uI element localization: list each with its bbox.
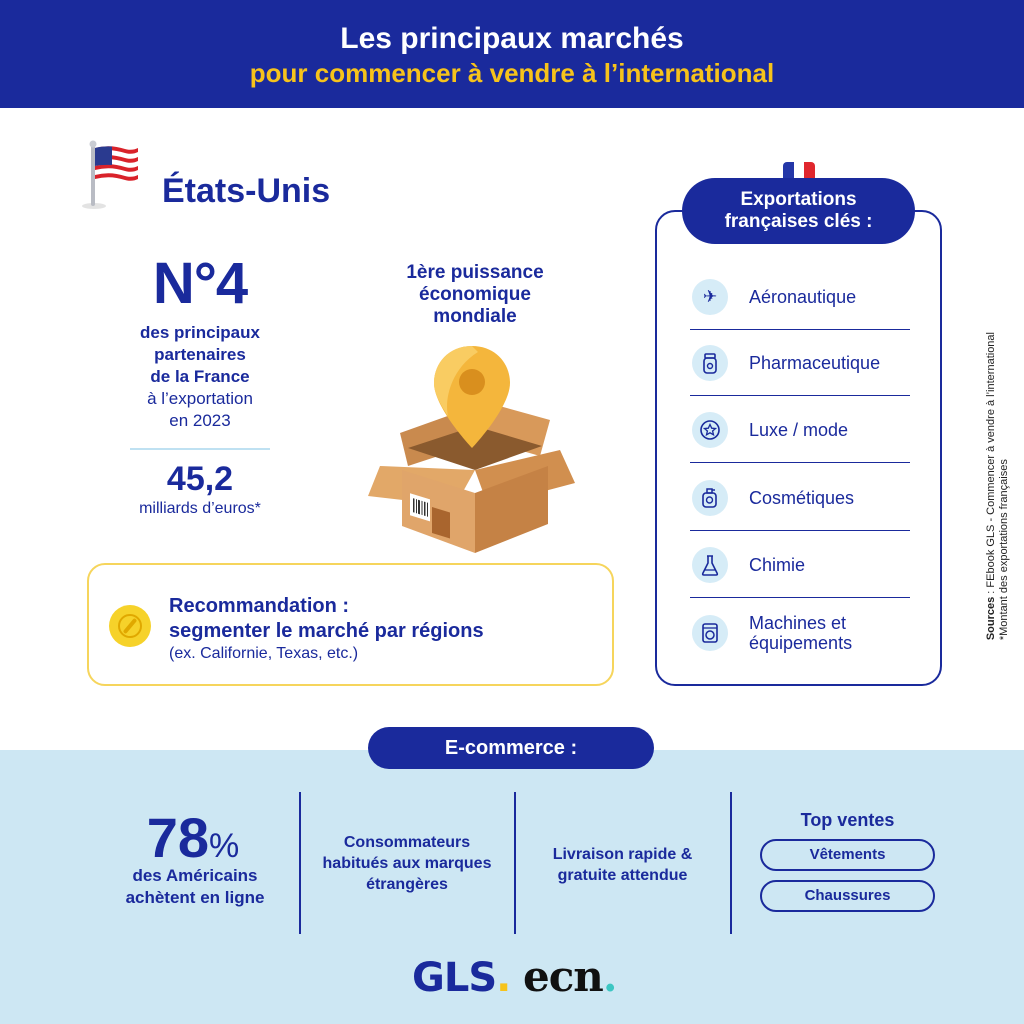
column-divider: [730, 792, 732, 934]
consumer-habits-line: étrangères: [366, 876, 448, 893]
exports-title-line: françaises clés :: [724, 211, 873, 232]
divider: [690, 462, 910, 464]
ecn-logo: ecn.: [523, 952, 617, 1001]
stat-description-line: achètent en ligne: [125, 888, 265, 907]
rank-description: [110, 322, 290, 432]
consumer-habits-text: [312, 832, 502, 895]
exports-title-line: Exportations: [740, 189, 857, 210]
divider: [690, 597, 910, 599]
us-flag-icon: [80, 140, 140, 210]
export-item-label: Pharmaceutique: [749, 353, 881, 373]
power-line: mondiale: [433, 306, 517, 327]
sources-footnote: *Montant des exportations françaises: [998, 459, 1010, 641]
country-name: États-Unis: [162, 172, 331, 210]
top-sales-chip: Vêtements: [760, 839, 935, 871]
export-item: [690, 532, 910, 598]
rank-desc-line: à l’exportation: [147, 389, 253, 408]
exports-title: [682, 178, 915, 244]
rank-desc-line: en 2023: [169, 411, 231, 430]
stat-description: [100, 865, 290, 909]
page-subtitle: pour commencer à vendre à l’international: [249, 58, 775, 88]
perfume-icon: [692, 480, 728, 516]
export-item-label: Cosmétiques: [749, 488, 855, 508]
box-location-pin-illustration: [360, 338, 590, 558]
sources-label: Sources : FEbook GLS - Commencer à vendre à l’international: [985, 332, 997, 641]
top-sales-title: Top ventes: [800, 810, 895, 830]
divider: [130, 448, 270, 450]
export-item-label: Luxe / mode: [749, 420, 849, 440]
delivery-expectation-text: [530, 844, 715, 886]
flask-icon: [692, 547, 728, 583]
export-item-label: Chimie: [749, 555, 806, 575]
online-shoppers-stat: [128, 805, 258, 870]
delivery-expectation-line: gratuite attendue: [557, 867, 688, 884]
column-divider: [514, 792, 516, 934]
rank-desc-line: des principaux: [140, 323, 260, 342]
power-line: économique: [419, 284, 531, 305]
recommendation-text: segmenter le marché par régions: [169, 620, 484, 642]
sources-note: [985, 332, 1024, 682]
export-item: [690, 600, 910, 666]
page-title: Les principaux marchés: [340, 22, 684, 55]
economic-power-label: [370, 262, 580, 328]
consumer-habits-line: habitués aux marques: [322, 855, 492, 872]
medicine-bottle-icon: [692, 345, 728, 381]
plane-icon: ✈: [692, 279, 728, 315]
header-banner: [0, 0, 1024, 108]
export-item-label-line: équipements: [749, 633, 853, 653]
compass-icon: [109, 605, 151, 647]
rank-desc-line: de la France: [150, 367, 250, 386]
power-line: 1ère puissance: [406, 262, 544, 283]
gls-logo: GLS.: [412, 955, 511, 1001]
export-amount-unit: milliards d’euros*: [139, 500, 261, 517]
export-item: [690, 465, 910, 531]
stat-description-line: des Américains: [132, 866, 258, 885]
export-item: [690, 330, 910, 396]
export-item-label: Aéronautique: [749, 287, 857, 307]
divider: [690, 530, 910, 532]
recommendation-example: (ex. Californie, Texas, etc.): [169, 645, 359, 662]
recommendation-title: Recommandation :: [169, 595, 350, 617]
recommendation-box: [87, 563, 614, 686]
export-amount: 45,2: [166, 460, 234, 498]
export-item: [690, 397, 910, 463]
top-sales-chip: Chaussures: [760, 880, 935, 912]
rank-desc-line: partenaires: [154, 345, 246, 364]
export-item-label-line: Machines et: [749, 613, 847, 633]
consumer-habits-line: Consommateurs: [343, 834, 471, 851]
delivery-expectation-line: Livraison rapide &: [552, 846, 693, 863]
export-item: [690, 264, 910, 330]
washing-machine-icon: [692, 615, 728, 651]
rank-value: N°4: [152, 251, 248, 316]
column-divider: [299, 792, 301, 934]
divider: [690, 395, 910, 397]
stat-value: 78: [146, 806, 210, 869]
stat-percent-symbol: %: [209, 827, 240, 865]
export-item-label: [749, 613, 852, 653]
ecommerce-title: E-commerce :: [368, 727, 654, 769]
star-badge-icon: [692, 412, 728, 448]
